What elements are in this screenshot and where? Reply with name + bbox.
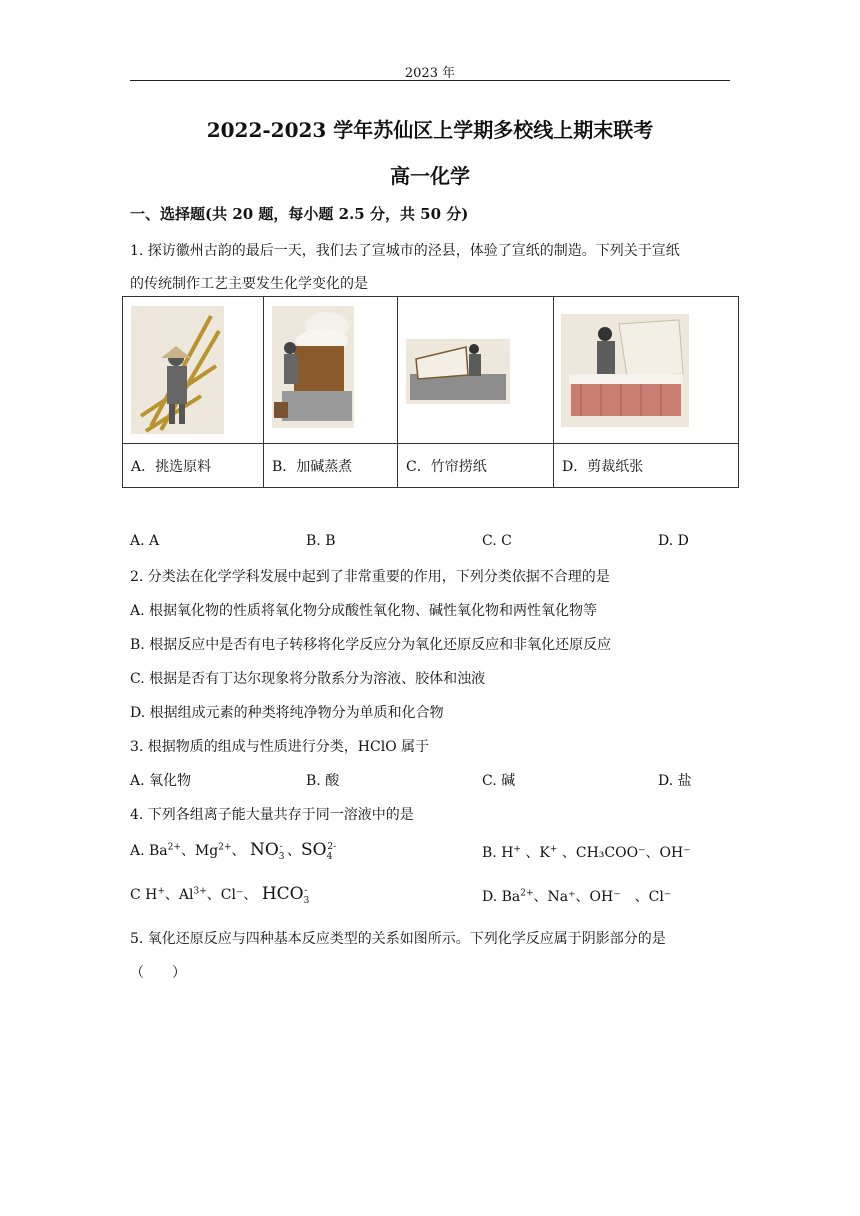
paper-scooping-illustration <box>406 339 510 404</box>
q3-option-c[interactable]: C. 碱 <box>482 773 516 789</box>
q2-option-a[interactable]: A. 根据氧化物的性质将氧化物分成酸性氧化物、碱性氧化物和两性氧化物等 <box>130 603 598 619</box>
q1-cell-label-b: B．加碱蒸煮 <box>264 444 398 488</box>
q4-option-b[interactable]: B. H+ 、K+ 、CH₃COO⁻、OH⁻ <box>482 844 691 861</box>
q3-option-b[interactable]: B. 酸 <box>306 773 340 789</box>
q4-option-a[interactable]: A. $Ba^{2+}$、$Mg^{2+}$、 $NO_3^-$ 、$SO_4^{2-}$ <box>130 840 337 862</box>
exam-title: 2022-2023 学年苏仙区上学期多校线上期末联考 <box>206 118 654 142</box>
q1-cell-label-d: D．剪裁纸张 <box>554 444 739 488</box>
q1-image-cell-a <box>123 297 264 444</box>
q1-option-a[interactable]: A. A <box>130 533 160 549</box>
q3-option-d[interactable]: D. 盐 <box>658 773 692 789</box>
q3-stem: 3. 根据物质的组成与性质进行分类，HClO 属于 <box>130 739 430 755</box>
select-materials-illustration <box>131 306 224 434</box>
q1-image-cell-c <box>398 297 554 444</box>
q1-image-cell-b <box>264 297 398 444</box>
q1-cell-label-a: A．挑选原料 <box>123 444 264 488</box>
section-heading: 一、选择题(共 20 题，每小题 2.5 分，共 50 分) <box>130 205 469 223</box>
q3-option-a[interactable]: A. 氧化物 <box>130 773 192 789</box>
q5-stem: 5. 氧化还原反应与四种基本反应类型的关系如图所示。下列化学反应属于阴影部分的是 <box>130 931 666 947</box>
q2-option-d[interactable]: D. 根据组成元素的种类将纯净物分为单质和化合物 <box>130 705 444 721</box>
q2-stem: 2. 分类法在化学学科发展中起到了非常重要的作用，下列分类依据不合理的是 <box>130 569 610 585</box>
q2-option-c[interactable]: C. 根据是否有丁达尔现象将分散系分为溶液、胶体和浊液 <box>130 671 486 687</box>
paper-cutting-illustration <box>561 314 689 427</box>
q1-cell-label-c: C．竹帘捞纸 <box>398 444 554 488</box>
header-divider <box>130 80 730 81</box>
q1-option-b[interactable]: B. B <box>306 533 336 549</box>
q1-stem-line2: 的传统制作工艺主要发生化学变化的是 <box>130 276 368 292</box>
q4-stem: 4. 下列各组离子能大量共存于同一溶液中的是 <box>130 807 414 823</box>
q1-stem-line1: 1. 探访徽州古韵的最后一天，我们去了宣城市的泾县，体验了宣纸的制造。下列关于宣纸 <box>130 243 680 259</box>
q1-option-table <box>122 296 739 488</box>
page-header: 2023 年 <box>404 66 456 81</box>
q4-option-c[interactable]: C H+、$Al^{3+}$、Cl⁻、 $HCO_3^-$ <box>130 884 310 906</box>
q5-answer-blank: （ ） <box>130 965 186 981</box>
q2-option-b[interactable]: B. 根据反应中是否有电子转移将化学反应分为氧化还原反应和非氧化还原反应 <box>130 637 612 653</box>
q1-option-d[interactable]: D. D <box>658 533 689 549</box>
q1-image-cell-d <box>554 297 739 444</box>
subject-title: 高一化学 <box>390 164 470 188</box>
alkali-steaming-illustration <box>272 306 354 428</box>
q1-option-c[interactable]: C. C <box>482 533 512 549</box>
q4-option-d[interactable]: D. $Ba^{2+}$、Na⁺、OH⁻ 、Cl⁻ <box>482 888 672 905</box>
